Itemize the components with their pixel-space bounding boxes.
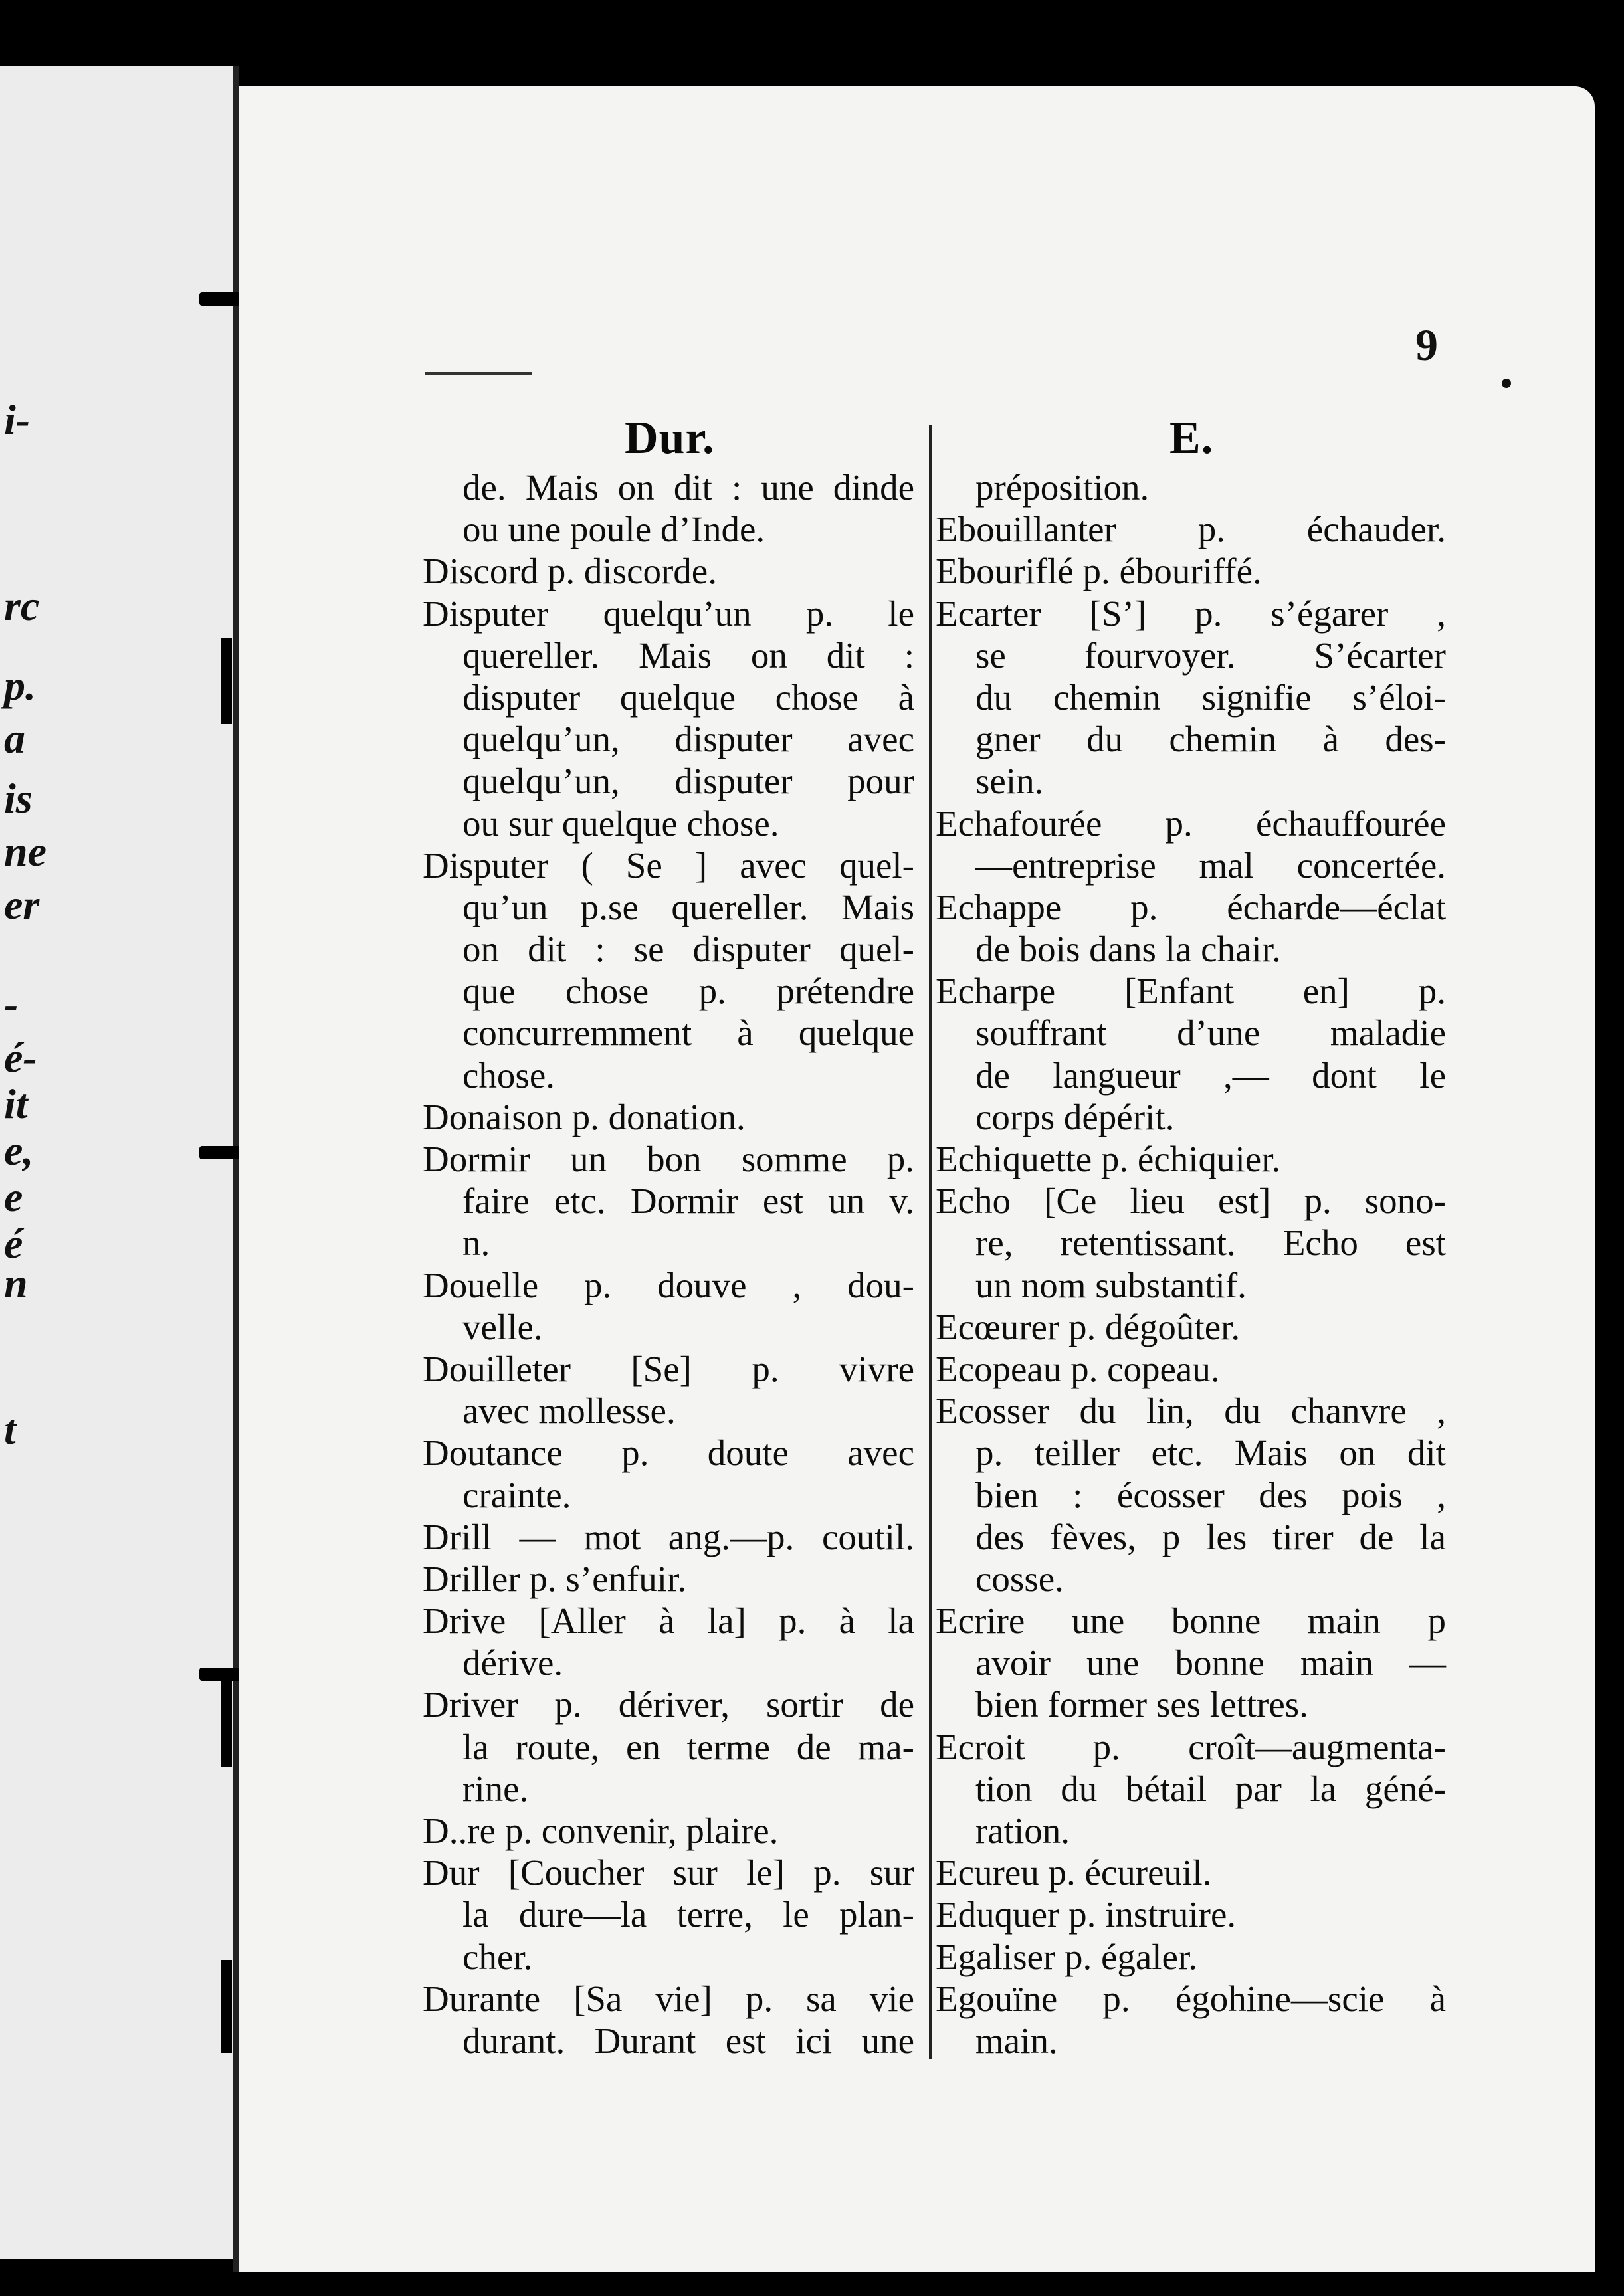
entry-line: préposition. (975, 467, 1150, 508)
entry-line: Egaliser p. égaler. (936, 1936, 1197, 1977)
entry-line: Douilleter [Se] p. vivre (423, 1348, 914, 1389)
entry-line: tion du bétail par la géné- (975, 1768, 1446, 1809)
entry-line: ou sur quelque chose. (462, 803, 779, 844)
facing-page-fragment: er (4, 881, 40, 928)
facing-page-fragment: rc (4, 582, 40, 629)
entry-line: cosse. (975, 1558, 1064, 1599)
entry-line: p. teiller etc. Mais on dit (975, 1432, 1446, 1474)
entry-line: rine. (462, 1768, 529, 1809)
entry-line: velle. (462, 1306, 543, 1347)
facing-page-fragment: a (4, 715, 25, 762)
facing-page-fragment: e (4, 1173, 23, 1220)
entry-line: chose. (462, 1054, 555, 1096)
entry-line: Driller p. s’enfuir. (423, 1558, 687, 1599)
facing-page-fragment: - (4, 981, 19, 1028)
entry-line: Durante [Sa vie] p. sa vie (423, 1978, 914, 2019)
binding-stitch (221, 638, 232, 724)
entry-line: Ebouillanter p. échauder. (936, 509, 1446, 550)
facing-page-fragment: e, (4, 1127, 34, 1174)
entry-line: un nom substantif. (975, 1264, 1247, 1305)
entry-line: quereller. Mais on dit : (462, 634, 914, 676)
entry-line: dérive. (462, 1642, 563, 1683)
entry-line: disputer quelque chose à (462, 676, 914, 718)
entry-line: qu’un p.se quereller. Mais (462, 886, 914, 927)
entry-line: cher. (462, 1936, 533, 1977)
entry-line: Ecrire une bonne main p (936, 1600, 1446, 1642)
entry-line: de langueur ,— dont le (975, 1054, 1446, 1096)
page-speck (1502, 379, 1511, 388)
entry-line: Disputer ( Se ] avec quel- (423, 844, 914, 886)
entry-line: la route, en terme de ma- (462, 1726, 914, 1767)
entry-line: main. (975, 2020, 1058, 2061)
facing-page-fragment: é- (4, 1034, 37, 1081)
entry-line: quelqu’un, disputer avec (462, 719, 914, 760)
entry-line: ration. (975, 1810, 1070, 1851)
entry-line: bien former ses lettres. (975, 1684, 1308, 1725)
entry-line: on dit : se disputer quel- (462, 929, 914, 970)
entry-line: faire etc. Dormir est un v. (462, 1181, 914, 1222)
entry-line: Ecœurer p. dégoûter. (936, 1306, 1241, 1347)
entry-line: Doutance p. doute avec (423, 1432, 914, 1474)
entry-line: Drill — mot ang.—p. coutil. (423, 1516, 914, 1557)
entry-line: Drive [Aller à la] p. à la (423, 1600, 914, 1642)
binding-stitch (221, 1960, 232, 2053)
entry-line: Ecureu p. écureuil. (936, 1852, 1212, 1893)
entry-line: D..re p. convenir, plaire. (423, 1810, 779, 1851)
facing-page-fragment: ne (4, 828, 47, 875)
entry-line: souffrant d’une maladie (975, 1012, 1446, 1054)
entry-line: la dure—la terre, le plan- (462, 1894, 914, 1935)
entry-line: ou une poule d’Inde. (462, 509, 765, 550)
entry-line: Echarpe [Enfant en] p. (936, 971, 1446, 1012)
entry-line: quelqu’un, disputer pour (462, 761, 914, 802)
entry-line: Echo [Ce lieu est] p. sono- (936, 1181, 1446, 1222)
entry-line: durant. Durant est ici une (462, 2020, 914, 2061)
left-facing-page (0, 66, 233, 2259)
entry-line: du chemin signifie s’éloi- (975, 676, 1446, 718)
facing-page-fragment: é (4, 1220, 23, 1267)
entry-line: avec mollesse. (462, 1390, 676, 1432)
entry-line: corps dépérit. (975, 1096, 1175, 1137)
binding-stitch (221, 1674, 232, 1767)
entry-line: se fourvoyer. S’écarter (975, 634, 1446, 676)
left-entry-column (423, 466, 914, 2061)
facing-page-fragment: n (4, 1260, 28, 1307)
facing-page-fragment: p. (4, 662, 36, 709)
entry-line: Echappe p. écharde—éclat (936, 886, 1446, 927)
entry-line: gner du chemin à des- (975, 719, 1446, 760)
right-entry-column (936, 466, 1446, 2061)
book-binding (233, 66, 239, 2272)
entry-line: bien : écosser des pois , (975, 1474, 1446, 1515)
entry-line: Eduquer p. instruire. (936, 1894, 1237, 1935)
left-column-header: Dur. (625, 413, 715, 464)
facing-page-fragment: t (4, 1406, 16, 1453)
entry-line: avoir une bonne main — (975, 1642, 1446, 1683)
facing-page-fragment: it (4, 1080, 28, 1127)
entry-line: Dormir un bon somme p. (423, 1139, 914, 1179)
page-number: 9 (1415, 320, 1438, 370)
entry-line: crainte. (462, 1474, 571, 1515)
entry-line: Driver p. dériver, sortir de (423, 1684, 914, 1725)
entry-line: sein. (975, 761, 1044, 802)
entry-line: Egouïne p. égohine—scie à (936, 1978, 1446, 2019)
entry-line: Donaison p. donation. (423, 1096, 746, 1137)
entry-line: Echafourée p. échauffourée (936, 803, 1446, 844)
entry-line: Douelle p. douve , dou- (423, 1264, 914, 1305)
entry-line: Ebouriflé p. ébouriffé. (936, 551, 1262, 592)
header-rule (425, 372, 532, 375)
entry-line: re, retentissant. Echo est (975, 1222, 1446, 1264)
entry-line: Disputer quelqu’un p. le (423, 593, 914, 634)
entry-line: n. (462, 1222, 490, 1264)
entry-line: Ecosser du lin, du chanvre , (936, 1390, 1446, 1432)
entry-line: Ecarter [S’] p. s’égarer , (936, 593, 1446, 634)
entry-line: Discord p. discorde. (423, 551, 717, 592)
right-column-header: E. (1169, 413, 1214, 464)
entry-line: Echiquette p. échiquier. (936, 1139, 1281, 1179)
entry-line: des fèves, p les tirer de la (975, 1516, 1446, 1557)
column-divider (929, 425, 932, 2059)
entry-line: Dur [Coucher sur le] p. sur (423, 1852, 914, 1893)
facing-page-fragment: is (4, 775, 33, 822)
entry-line: concurremment à quelque (462, 1012, 914, 1054)
entry-line: de bois dans la chair. (975, 929, 1281, 970)
entry-line: que chose p. prétendre (462, 971, 914, 1012)
entry-line: de. Mais on dit : une dinde (462, 467, 914, 508)
entry-line: —entreprise mal concertée. (975, 844, 1446, 886)
entry-line: Ecroit p. croît—augmenta- (936, 1726, 1446, 1767)
entry-line: Ecopeau p. copeau. (936, 1348, 1220, 1389)
facing-page-fragment: i- (4, 396, 31, 443)
